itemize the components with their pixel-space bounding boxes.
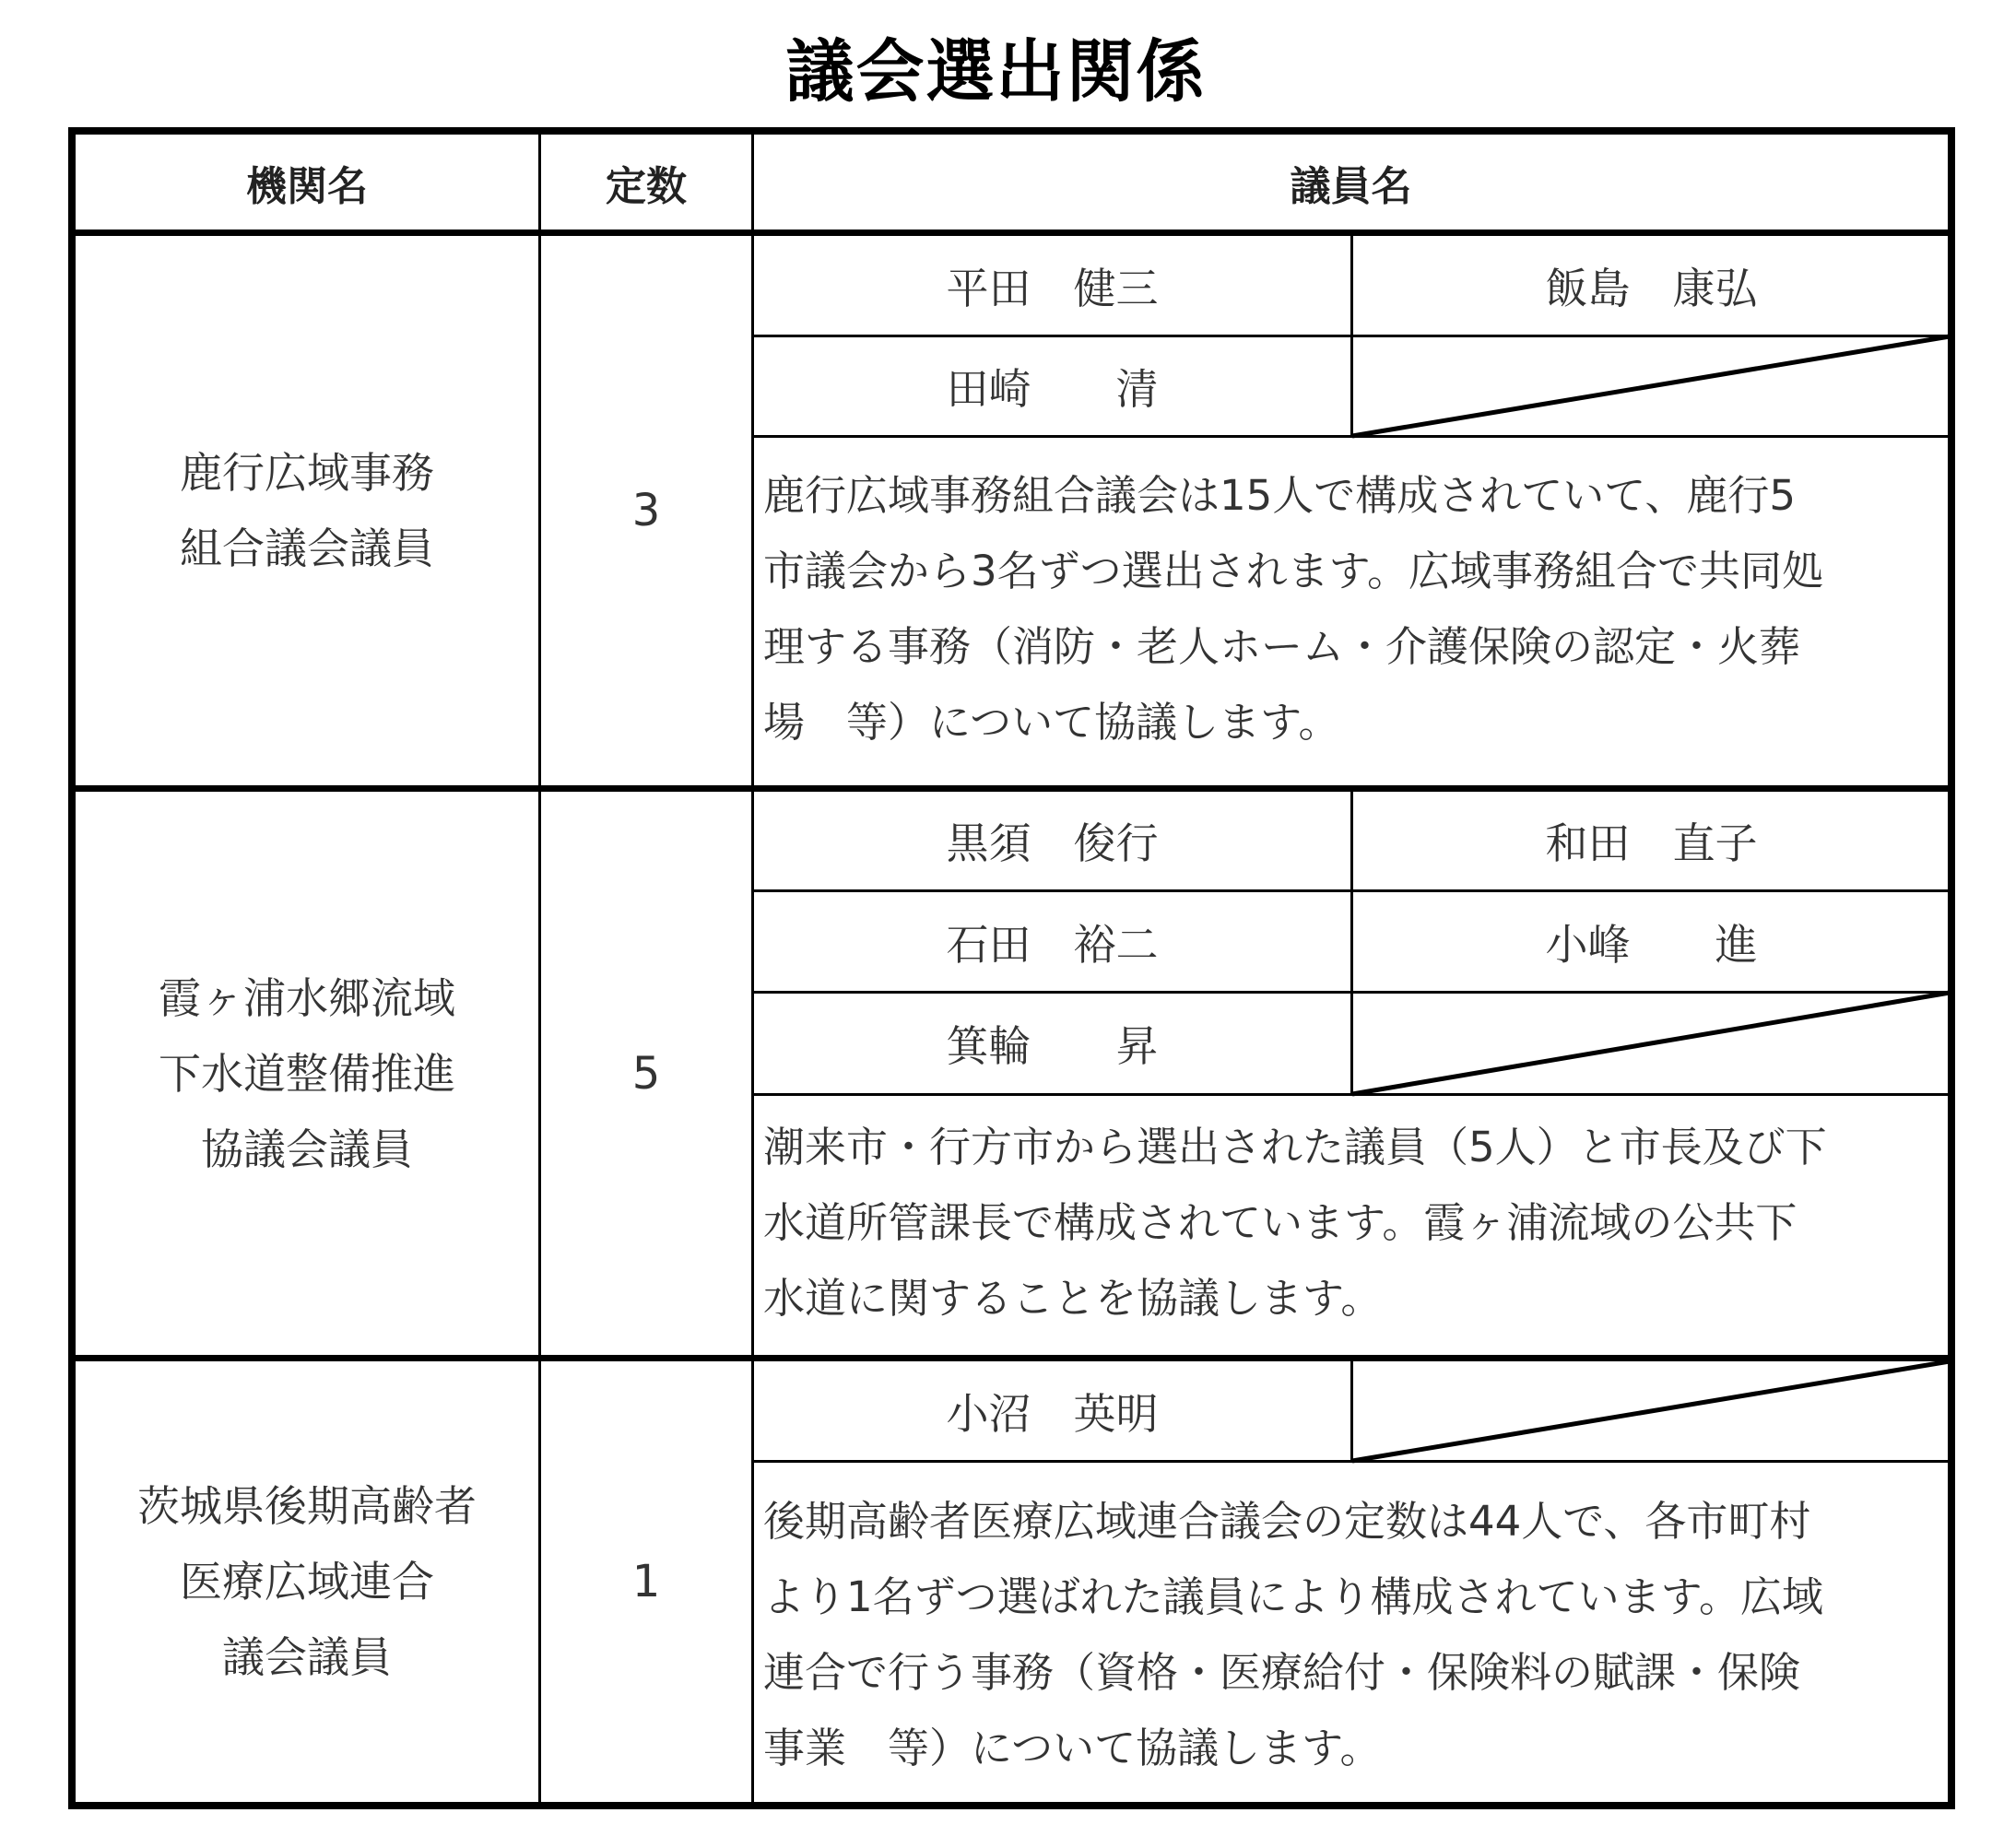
org-name-line: 協議会議員 — [201, 1124, 413, 1174]
member-name: 箕輪 昇 — [946, 1021, 1159, 1071]
description-line: 潮来市・行方市から選出された議員（5人）と市長及び下 — [763, 1123, 1827, 1171]
member-name: 飯島 康弘 — [1545, 263, 1758, 313]
org-name-line: 議会議員 — [222, 1632, 392, 1682]
member-name: 小沼 英明 — [946, 1388, 1159, 1439]
description-line: 連合で行う事務（資格・医療給付・保険料の賦課・保険 — [763, 1648, 1801, 1697]
org-name-line: 茨城県後期高齢者 — [137, 1481, 477, 1531]
description-line: 事業 等）について協議します。 — [763, 1724, 1382, 1772]
description-line: 後期高齢者医療広域連合議会の定数は44人で、各市町村 — [763, 1497, 1811, 1546]
org-name-line: 鹿行広域事務 — [180, 448, 434, 498]
header-quota: 定数 — [606, 162, 687, 210]
quota-value: 3 — [631, 485, 661, 536]
org-name-cell — [76, 236, 538, 785]
org-name-cell — [76, 792, 538, 1355]
member-name: 石田 裕二 — [946, 919, 1159, 970]
org-name-cell — [76, 1361, 538, 1802]
description — [754, 1110, 1950, 1336]
org-name-line: 組合議会議員 — [180, 524, 434, 573]
description — [754, 1484, 1950, 1786]
description-line: 水道に関することを協議します。 — [763, 1274, 1383, 1323]
description-line: より1名ずつ選ばれた議員により構成されています。広域 — [763, 1572, 1824, 1621]
description-line: 理する事務（消防・老人ホーム・介護保険の認定・火葬 — [763, 622, 1801, 671]
description — [754, 458, 1950, 760]
description-line: 場 等）について協議します。 — [763, 698, 1340, 747]
member-name: 小峰 進 — [1545, 919, 1758, 970]
member-name: 黒須 俊行 — [946, 818, 1159, 868]
org-name-line: 医療広域連合 — [180, 1557, 434, 1607]
description-line: 市議会から3名ずつ選出されます。広域事務組合で共同処 — [763, 547, 1824, 595]
header-members: 議員名 — [1290, 162, 1412, 210]
org-name-line: 霞ヶ浦水郷流域 — [159, 972, 455, 1023]
member-name: 田崎 清 — [946, 364, 1159, 414]
page-title: 議会選出関係 — [785, 32, 1207, 112]
header-org-name: 機関名 — [246, 162, 368, 210]
quota-value: 1 — [631, 1556, 661, 1607]
description-line: 鹿行広域事務組合議会は15人で構成されていて、鹿行5 — [763, 471, 1796, 520]
member-name: 和田 直子 — [1545, 818, 1758, 868]
member-name: 平田 健三 — [946, 263, 1159, 313]
description-line: 水道所管課長で構成されています。霞ヶ浦流域の公共下 — [763, 1198, 1798, 1247]
quota-value: 5 — [631, 1047, 661, 1100]
org-name-line: 下水道整備推進 — [159, 1048, 455, 1099]
